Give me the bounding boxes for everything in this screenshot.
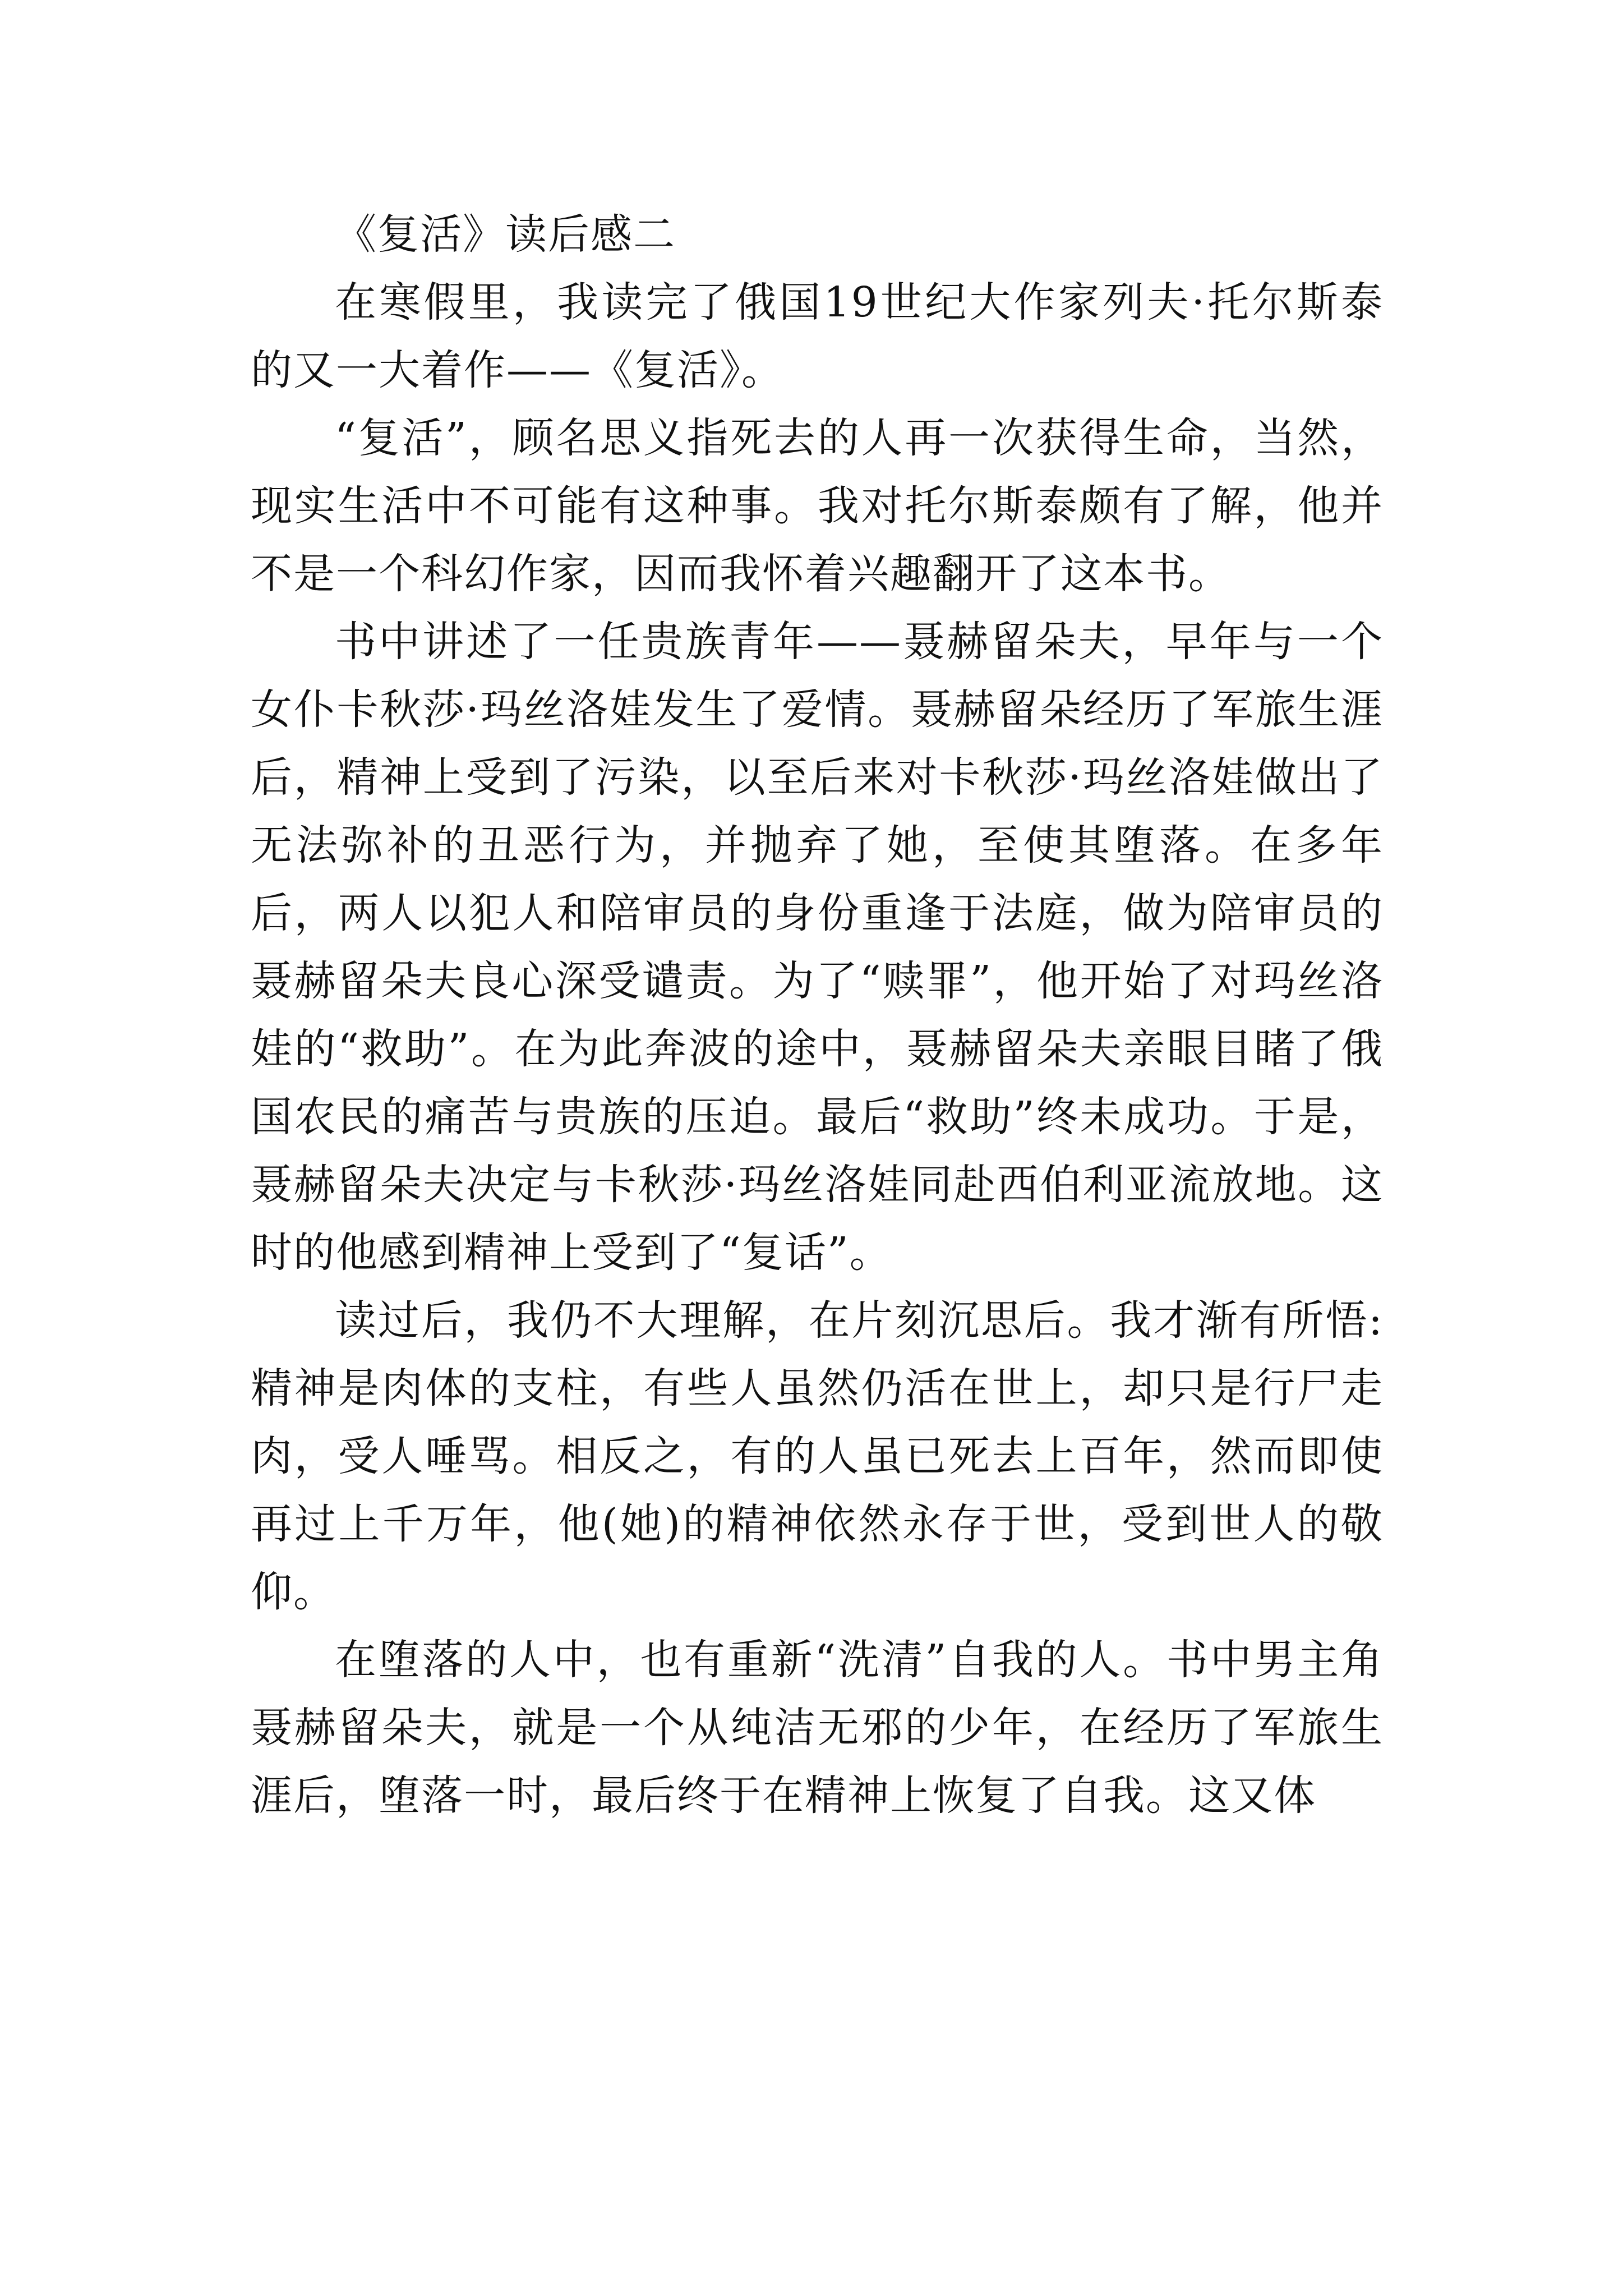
paragraph-1: 在寒假里，我读完了俄国19世纪大作家列夫·托尔斯泰的又一大着作——《复活》。: [251, 278, 1384, 394]
paragraph-3: 书中讲述了一任贵族青年——聂赫留朵夫，早年与一个女仆卡秋莎·玛丝洛娃发生了爱情。聂赫留朵经历了军旅生涯后，精神上受到了污染，以至后来对卡秋莎·玛丝洛娃做出了无法弥补的丑恶行为，并抛弃了她，至使其堕落。在多年后，两人以犯人和陪审员的身份重逢于法庭，做为陪审员的聂赫留朵夫良心深受谴责。为了“赎罪”，他开始了对玛丝洛娃的“救助”。在为此奔波的途中，聂赫留朵夫亲眼目睹了俄国农民的痛苦与贵族的压迫。最后“救助”终未成功。于是，聂赫留朵夫决定与卡秋莎·玛丝洛娃同赴西伯利亚流放地。这时的他感到精神上受到了“复话”。: [251, 618, 1384, 1277]
document-body: [251, 201, 1384, 1830]
paragraph-4: 读过后，我仍不大理解，在片刻沉思后。我才渐有所悟:精神是肉体的支柱，有些人虽然仍活在世上，却只是行尸走肉，受人唾骂。相反之，有的人虽已死去上百年，然而即使再过上千万年，他(她)的精神依然永存于世，受到世人的敬仰。: [251, 1296, 1384, 1616]
document-title: 《复活》读后感二: [335, 210, 676, 259]
paragraph-5: 在堕落的人中，也有重新“洗清”自我的人。书中男主角聂赫留朵夫，就是一个从纯洁无邪的少年，在经历了军旅生涯后，堕落一时，最后终于在精神上恢复了自我。这又体: [251, 1636, 1384, 1820]
paragraph-2: “复活”，顾名思义指死去的人再一次获得生命，当然，现实生活中不可能有这种事。我对托尔斯泰颇有了解，他并不是一个科幻作家，因而我怀着兴趣翻开了这本书。: [251, 414, 1384, 598]
